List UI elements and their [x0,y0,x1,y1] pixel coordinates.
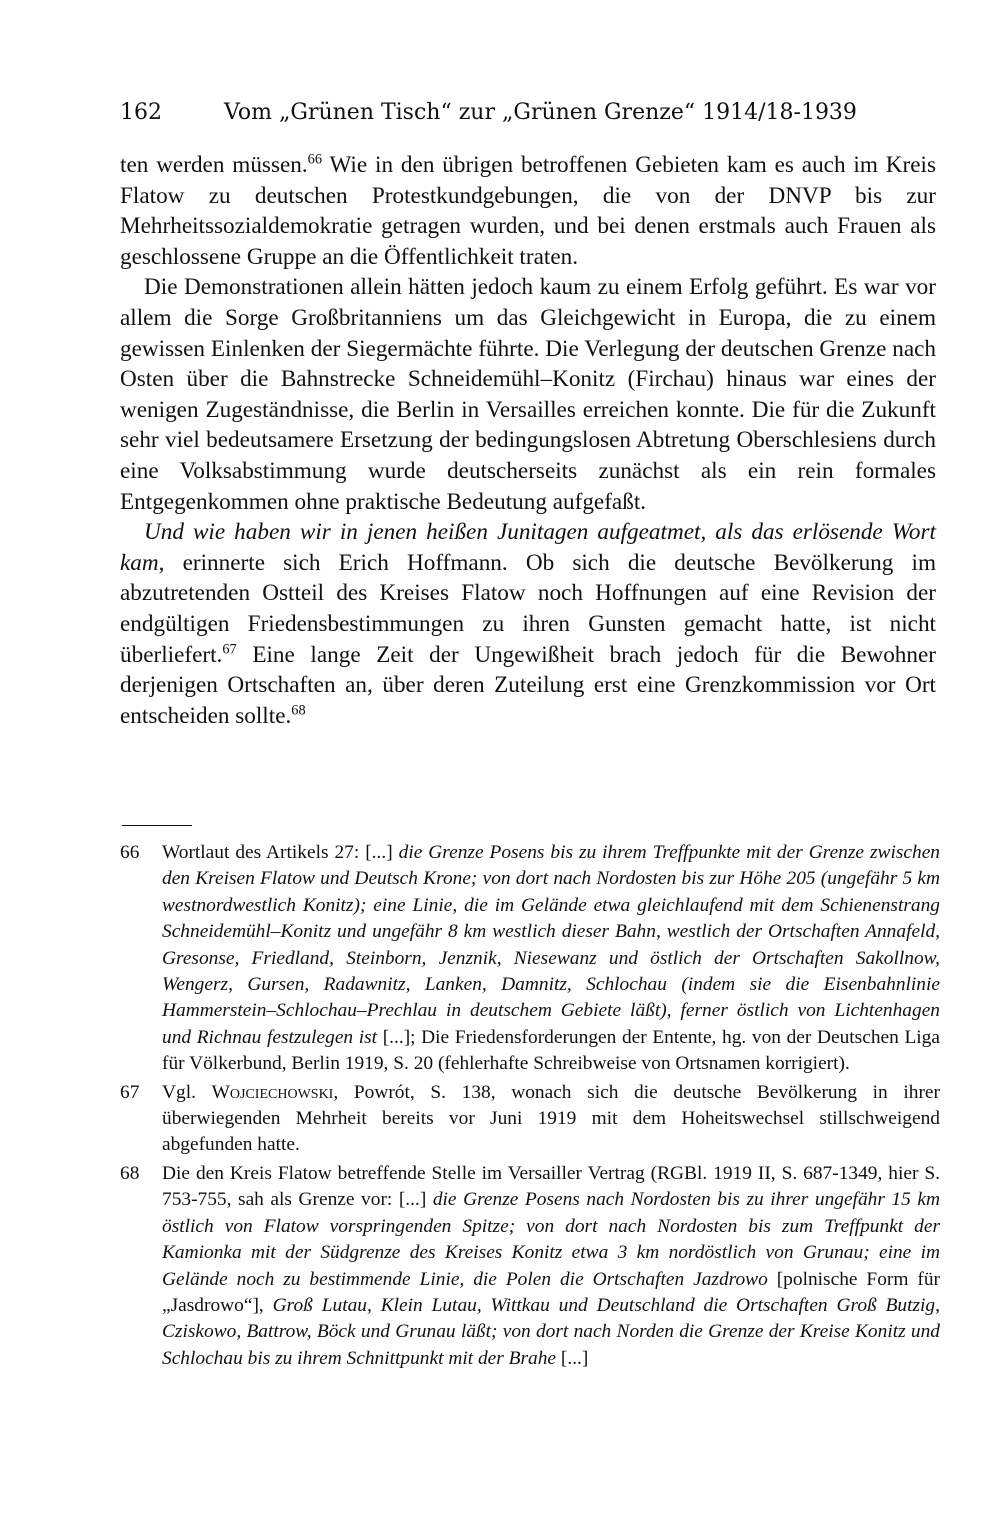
footnote-ref-66[interactable]: 66 [307,151,323,168]
author-name: Wojciechowski [211,1081,334,1103]
quotation: Und wie haben wir in jenen heißen Junitagen aufgeatmet, als das erlösende Wort kam, [120,519,936,576]
footnote-number: 66 [120,842,140,863]
body-text [120,150,936,731]
footnote-ref-68[interactable]: 68 [291,701,306,718]
footnote-ref-67[interactable]: 67 [222,640,237,657]
paragraph-1: ten werden müssen.$^{66}$ Wie in den übrigen betroffenen Gebieten kam es auch im Kreis Flatow zu deutschen Protestkundgebungen, die von der DNVP bis zur Mehrheitssozialdemokratie getragen wurden, und bei denen erstmals auch Frauen als geschlossene Gruppe an die Öffentlichkeit traten. [120,151,936,270]
footnote-divider [122,825,192,826]
page-number: 162 [120,100,162,125]
footnotes [120,840,940,1374]
paragraph-2: Die Demonstrationen allein hätten jedoch kaum zu einem Erfolg geführt. Es war vor allem die Sorge Großbritanniens um das Gleichgewicht in Europa, die zu einem gewissen Einlenken der Siegermächte führte. Die Verlegung der deutschen Grenze nach Osten über die Bahnstrecke Schneidemühl–Konitz (Firchau) hinaus war eines der wenigen Zugeständnisse, die Berlin in Versailles erreichen konnte. Die für die Zukunft sehr viel bedeutsamere Ersetzung der bedingungslosen Abtretung Oberschlesiens durch eine Volksabstimmung wurde deutscherseits zunächst als ein rein formales Entgegenkommen ohne praktische Bedeutung aufgefaßt. [120,274,936,515]
footnote-number: 68 [120,1162,140,1184]
footnote-68: 68 Die den Kreis Flatow betreffende Stelle im Versailler Vertrag (RGBl. 1919 II, S. 687-1349, hier S. 753-755, sah als Grenze vor: [...] die Grenze Posens nach Nordosten bis zu ihrer ungefähr 15 km östlich von Flatow vorspringenden Spitze; von dort nach Nordosten bis zum Treffpunkt der Kamionka mit der Südgrenze des Kreises Konitz etwa 3 km nordöstlich von Grunau; eine im Gelände noch zu bestimmende Linie, die Polen die Ortschaften Jazdrowo [polnische Form für „Jasdrowo“], Groß Lutau, Klein Lutau, Wittkau und Deutschland die Ortschaften Groß Butzig, Cziskowo, Battrow, Böck und Grunau läßt; von dort nach Norden die Grenze der Kreise Konitz und Schlochau bis zu ihrem Schnittpunkt mit der Brahe [...] [120,1162,940,1369]
footnote-66: 66 Wortlaut des Artikels 27: [...] die Grenze Posens bis zu ihrem Treffpunkte mit der Grenze zwischen den Kreisen Flatow und Deutsch Krone; von dort nach Nordosten bis zur Höhe 205 (ungefähr 5 km westnordwestlich Konitz); eine Linie, die im Gelände etwa gleichlaufend mit dem Schienenstrang Schneidemühl–Konitz und ungefähr 8 km westlich dieser Bahn, westlich der Ortschaften Annafeld, Gresonse, Friedland, Steinborn, Jenznik, Niesewanz und östlich der Ortschaften Sakollnow, Wengerz, Gursen, Radawnitz, Lanken, Damnitz, Schlochau (indem sie die Eisenbahnlinie Hammerstein–Schlochau–Prechlau in deutschem Gebiete läßt), ferner östlich von Lichtenhagen und Richnau festzulegen ist [...]; Die Friedensforderungen der Entente, hg. von der Deutschen Liga für Völkerbund, Berlin 1919, S. 20 (fehlerhafte Schreibweise von Ortsnamen korrigiert). [120,842,940,1075]
footnote-67: 67 Vgl. Wojciechowski, Powrót, S. 138, wonach sich die deutsche Bevölkerung in ihrer überwiegenden Mehrheit bereits vor Juni 1919 mit dem Hoheitswechsel stillschweigend abgefunden hatte. [120,1081,940,1156]
page-header [120,100,857,126]
footnote-number: 67 [120,1081,140,1103]
paragraph-3: Und wie haben wir in jenen heißen Junitagen aufgeatmet, als das erlösende Wort kam, erinnerte sich Erich Hoffmann. Ob sich die deutsche Bevölkerung im abzutretenden Ostteil des Kreises Flatow noch Hoffnungen auf eine Revision der endgültigen Friedensbestimmungen zu ihren Gunsten gemacht hatte, ist nicht überliefert.$^{67}$ Eine lange Zeit der Ungewißheit brach jedoch für die Bewohner derjenigen Ortschaften an, über deren Zuteilung erst eine Grenzkommission vor Ort entscheiden sollte.$^{68}$ [120,519,936,729]
running-title: Vom „Grünen Tisch“ zur „Grünen Grenze“ 1914/18-1939 [224,100,857,125]
